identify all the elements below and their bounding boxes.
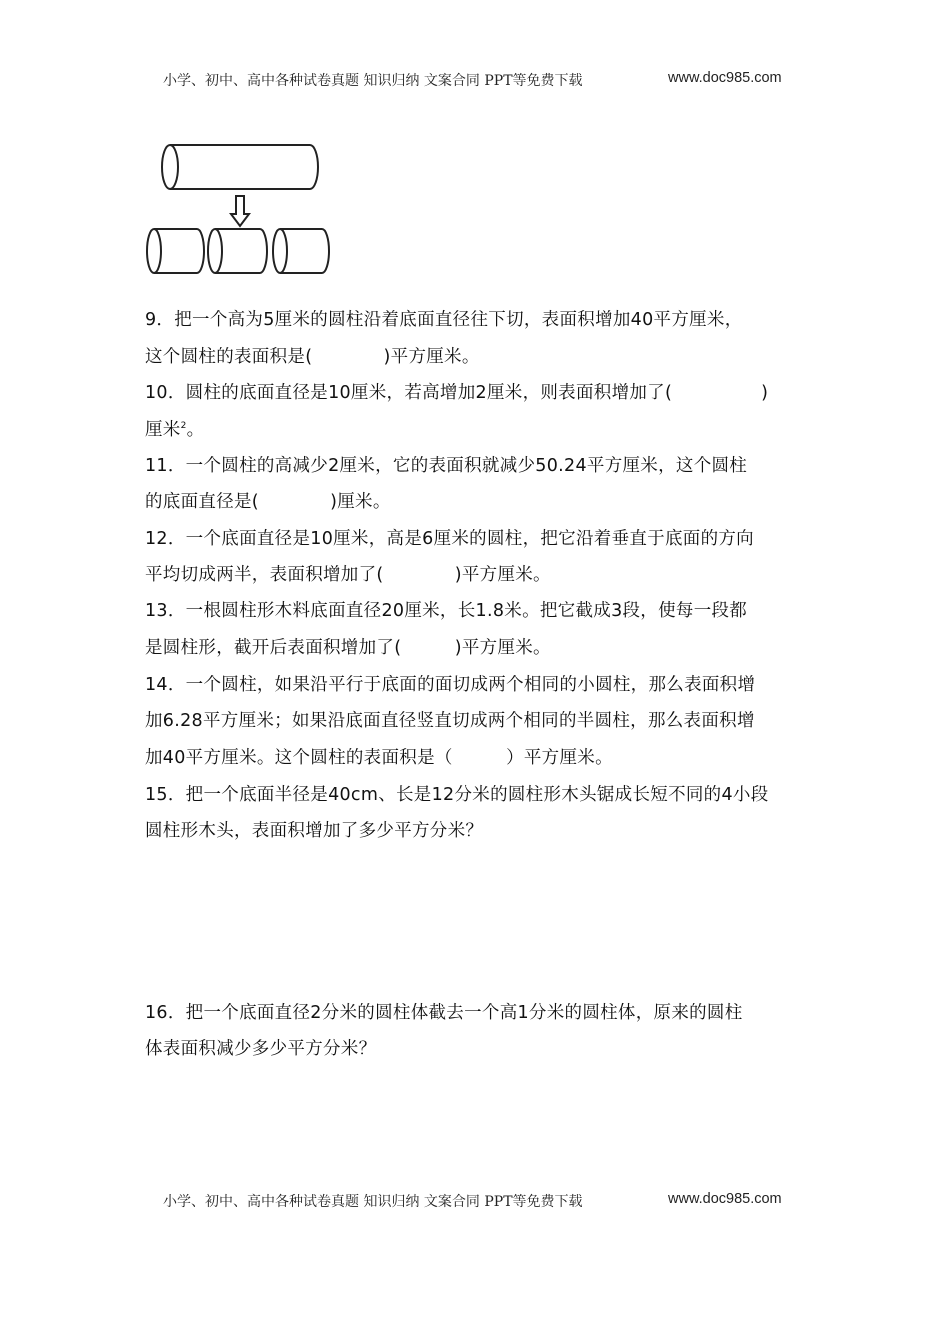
- small-cylinder-2: [208, 229, 267, 273]
- footer-site: www.doc985.com: [668, 1191, 782, 1207]
- long-cylinder: [162, 145, 318, 189]
- question-10-line-2: [145, 416, 204, 441]
- question-14-line-2: 加6.28平方厘米；如果沿底面直径竖直切成两个相同的半圆柱，那么表面积增: [145, 711, 755, 731]
- question-10-line-1: 10．圆柱的底面直径是10厘米，若高增加2厘米，则表面积增加了( ): [145, 383, 769, 403]
- question-12-line-2: 平均切成两半，表面积增加了( )平方厘米。: [145, 565, 551, 585]
- question-14-line-1: 14．一个圆柱，如果沿平行于底面的面切成两个相同的小圆柱，那么表面积增: [145, 675, 756, 695]
- small-cylinder-3: [273, 229, 329, 273]
- question-11-line-2: 的底面直径是( )厘米。: [145, 492, 391, 512]
- question-15-line-2: 圆柱形木头，表面积增加了多少平方分米？: [145, 821, 484, 841]
- question-16-line-1: 16．把一个底面直径2分米的圆柱体截去一个高1分米的圆柱体，原来的圆柱: [145, 1003, 743, 1023]
- header-text: 小学、初中、高中各种试卷真题 知识归纳 文案合同 PPT等免费下载: [163, 73, 583, 89]
- unit-text: 厘米: [145, 420, 181, 440]
- question-9-line-2: 这个圆柱的表面积是( )平方厘米。: [145, 347, 480, 367]
- superscript: 2: [180, 421, 187, 432]
- question-9-line-1: 9．把一个高为5厘米的圆柱沿着底面直径往下切，表面积增加40平方厘米，: [145, 310, 743, 330]
- question-16-line-2: 体表面积减少多少平方分米？: [145, 1039, 377, 1059]
- header-site: www.doc985.com: [668, 70, 782, 86]
- question-14-line-3: 加40平方厘米。这个圆柱的表面积是（ ）平方厘米。: [145, 748, 613, 768]
- question-13-line-1: 13．一根圆柱形木料底面直径20厘米，长1.8米。把它截成3段，使每一段都: [145, 601, 748, 621]
- question-15-line-1: 15．把一个底面半径是40cm、长是12分米的圆柱形木头锯成长短不同的4小段: [145, 785, 769, 805]
- period: 。: [186, 420, 205, 440]
- question-12-line-1: 12．一个底面直径是10厘米，高是6厘米的圆柱，把它沿着垂直于底面的方向: [145, 529, 754, 549]
- down-arrow-icon: [231, 196, 249, 226]
- question-13-line-2: 是圆柱形，截开后表面积增加了( )平方厘米。: [145, 638, 551, 658]
- question-11-line-1: 11．一个圆柱的高减少2厘米，它的表面积就减少50.24平方厘米，这个圆柱: [145, 456, 748, 476]
- small-cylinder-1: [147, 229, 204, 273]
- cylinder-cut-diagram: [0, 0, 950, 300]
- footer-text: 小学、初中、高中各种试卷真题 知识归纳 文案合同 PPT等免费下载: [163, 1194, 583, 1210]
